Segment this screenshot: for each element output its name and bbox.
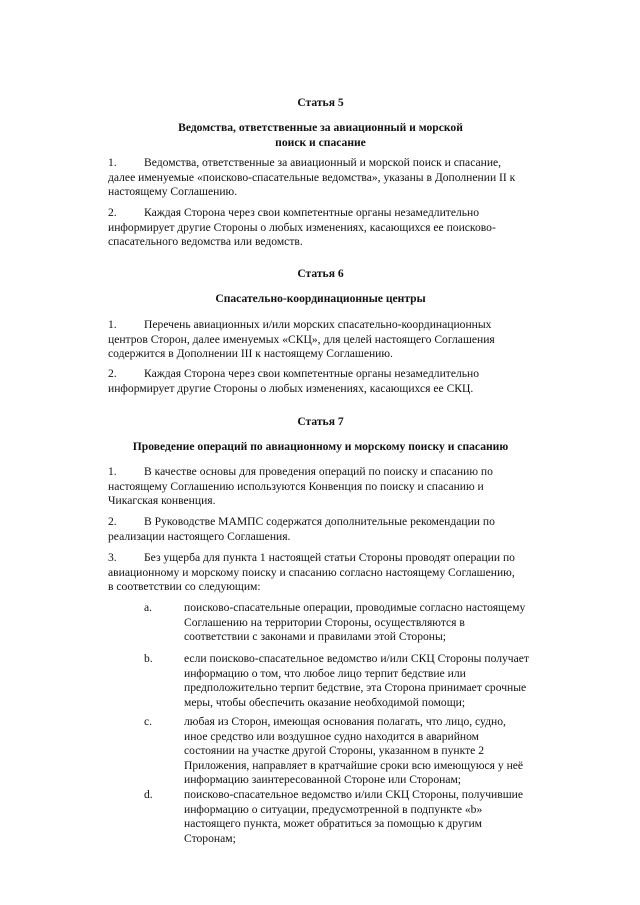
paragraph-text: Без ущерба для пункта 1 настоящей статьи Стороны проводят операции по авиационному и морскому поиску и спасанию согласно настоящему Соглашению, в соответствии со следующим: (108, 551, 515, 594)
list-item-text: любая из Сторон, имеющая основания полагать, что лицо, судно, иное средство или воздушное судно находится в аварийном состоянии на участке другой Стороны, указанном в пункте 2 Приложения, направляет в кратчайшие сроки всю имеющуюся у неё информацию заинтересованной Стороне или Сторонам; (184, 715, 524, 787)
paragraph-number: 2. (108, 206, 117, 219)
article-7-paragraph-1 (108, 465, 533, 509)
paragraph-number: 2. (108, 367, 117, 380)
list-item-text: поисково-спасательное ведомство и/или СКЦ Стороны, получившие информацию о ситуации, предусмотренной в подпункте «b» настоящего пункта, может обратиться за помощью к другим Сторонам; (184, 788, 524, 845)
paragraph-number: 3. (108, 551, 117, 564)
paragraph-number: 2. (108, 515, 117, 528)
list-item-a (144, 601, 544, 645)
article-7-subtitle: Проведение операций по авиационному и морскому поиску и спасанию (132, 440, 509, 453)
paragraph-number: 1. (108, 156, 117, 169)
article-6-paragraph-1 (108, 318, 533, 362)
article-5-paragraph-2 (108, 206, 533, 250)
list-item-letter: c. (144, 715, 153, 728)
article-7-paragraph-2 (108, 515, 533, 544)
list-item-letter: b. (144, 652, 153, 665)
list-item-b (144, 652, 544, 710)
paragraph-number: 1. (108, 465, 117, 478)
article-5-title: Статья 5 (297, 96, 344, 109)
paragraph-text: В качестве основы для проведения операций по поиску и спасанию по настоящему Соглашению используются Конвенция по поиску и спасанию и Чикагская конвенция. (108, 465, 493, 508)
article-7-title: Статья 7 (297, 415, 344, 428)
article-6-paragraph-2 (108, 367, 533, 396)
article-5-subtitle: Ведомства, ответственные за авиационный и морской поиск и спасание (178, 121, 463, 149)
list-item-text: если поисково-спасательное ведомство и/или СКЦ Стороны получает информацию о том, что любое лицо терпит бедствие или предположительно терпит бедствие, эта Сторона принимает срочные меры, чтобы обеспечить оказание необходимой помощи; (184, 652, 529, 709)
paragraph-text: Каждая Сторона через свои компетентные органы незамедлительно информирует другие Стороны о любых изменениях, касающихся ее поисково- спасательного ведомства или ведомств. (108, 206, 496, 249)
list-item-letter: a. (144, 601, 153, 614)
paragraph-text: Перечень авиационных и/или морских спасательно-координационных центров Сторон, далее именуемых «СКЦ», для целей настоящего Соглашения содержится в Дополнении III к настоящему Соглашению. (108, 318, 495, 361)
list-item-text: поисково-спасательные операции, проводимые согласно настоящему Соглашению на территории Стороны, осуществляются в соответствии с законами и правилами этой Стороны; (184, 601, 526, 644)
list-item-d (144, 788, 544, 846)
article-6-subtitle: Спасательно-координационные центры (215, 292, 426, 305)
list-item-c (144, 715, 544, 788)
paragraph-number: 1. (108, 318, 117, 331)
list-item-letter: d. (144, 788, 153, 801)
paragraph-text: В Руководстве МАМПС содержатся дополнительные рекомендации по реализации настоящего Соглашения. (108, 515, 495, 543)
article-6-title: Статья 6 (297, 267, 344, 280)
article-5-paragraph-1 (108, 156, 533, 200)
article-7-paragraph-3 (108, 551, 533, 595)
paragraph-text: Каждая Сторона через свои компетентные органы незамедлительно информирует другие Стороны о любых изменениях, касающихся ее СКЦ. (108, 367, 480, 395)
paragraph-text: Ведомства, ответственные за авиационный и морской поиск и спасание, далее именуемые «поисково-спасательные ведомства», указаны в Дополнении II к настоящему Соглашению. (108, 156, 516, 199)
